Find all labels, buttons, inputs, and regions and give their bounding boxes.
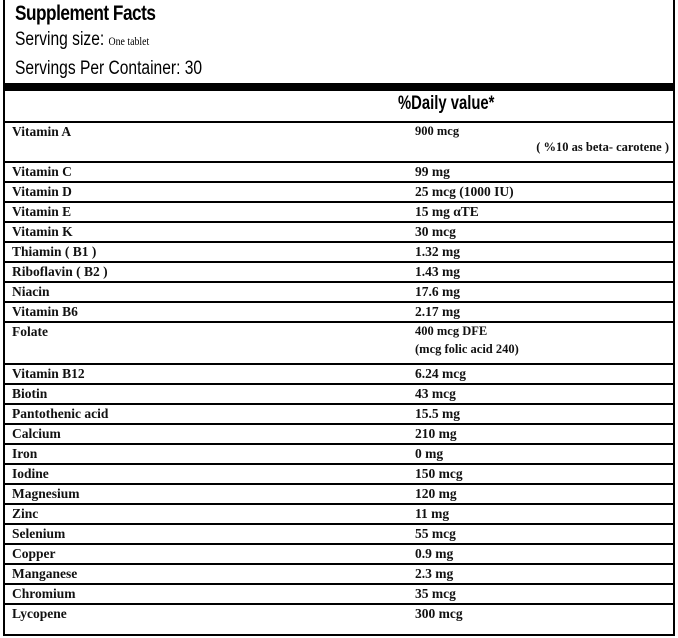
nutrient-row <box>5 261 673 281</box>
nutrient-name: Iodine <box>12 466 49 481</box>
nutrient-row <box>5 121 673 161</box>
nutrient-amount: 2.3 mg <box>415 566 454 581</box>
nutrient-row <box>5 443 673 463</box>
nutrient-row <box>5 603 673 625</box>
nutrient-amount: 15.5 mg <box>415 406 460 421</box>
nutrient-amount: 25 mcg (1000 IU) <box>415 184 514 199</box>
nutrient-row <box>5 201 673 221</box>
nutrient-amount-detail: (mcg folic acid 240) <box>415 342 519 356</box>
nutrient-name: Niacin <box>12 284 50 299</box>
nutrient-amount: 30 mcg <box>415 224 456 239</box>
nutrient-name: Zinc <box>12 506 39 521</box>
nutrient-row <box>5 241 673 261</box>
nutrient-amount: 210 mg <box>415 426 457 441</box>
nutrient-row <box>5 543 673 563</box>
serving-size-label: Serving size: <box>15 29 105 50</box>
nutrient-amount: 900 mcg <box>415 124 460 138</box>
nutrient-name: Lycopene <box>12 606 67 621</box>
nutrient-name: Vitamin B12 <box>12 366 85 381</box>
nutrient-name: Copper <box>12 546 56 561</box>
nutrient-name: Vitamin D <box>12 184 72 199</box>
nutrient-amount: 0 mg <box>415 446 444 461</box>
nutrient-amount: 2.17 mg <box>415 304 460 319</box>
nutrient-name: Magnesium <box>12 486 80 501</box>
nutrient-name: Vitamin B6 <box>12 304 78 319</box>
nutrient-amount: 43 mcg <box>415 386 456 401</box>
nutrient-row <box>5 423 673 443</box>
nutrient-name: Selenium <box>12 526 66 541</box>
nutrient-amount: 300 mcg <box>415 606 463 621</box>
nutrient-amount: 400 mcg DFE <box>415 324 488 338</box>
nutrient-row <box>5 503 673 523</box>
nutrient-row <box>5 181 673 201</box>
nutrient-name: Pantothenic acid <box>12 406 109 421</box>
serving-size-value: One tablet <box>108 34 150 48</box>
nutrient-row <box>5 281 673 301</box>
serving-size <box>15 29 149 51</box>
nutrient-row <box>5 523 673 543</box>
nutrient-row <box>5 301 673 321</box>
nutrient-name: Manganese <box>12 566 78 581</box>
nutrient-name: Vitamin E <box>12 204 72 219</box>
nutrient-table <box>5 121 673 625</box>
nutrient-row <box>5 221 673 241</box>
nutrient-name: Vitamin C <box>12 164 72 179</box>
thick-divider <box>5 83 673 91</box>
nutrient-amount: 6.24 mcg <box>415 366 466 381</box>
supplement-facts-panel <box>3 0 675 636</box>
nutrient-amount: 15 mg αTE <box>415 204 479 219</box>
nutrient-amount: 35 mcg <box>415 586 456 601</box>
panel-title: Supplement Facts <box>15 2 156 25</box>
nutrient-row <box>5 463 673 483</box>
nutrient-name: Calcium <box>12 426 61 441</box>
nutrient-name: Folate <box>12 324 48 339</box>
nutrient-amount: 150 mcg <box>415 466 463 481</box>
nutrient-name: Riboflavin ( B2 ) <box>12 264 108 279</box>
nutrient-row <box>5 483 673 503</box>
nutrient-name: Biotin <box>12 386 48 401</box>
nutrient-row <box>5 563 673 583</box>
nutrient-amount: 17.6 mg <box>415 284 460 299</box>
nutrient-note: ( %10 as beta- carotene ) <box>536 140 669 154</box>
nutrient-row <box>5 383 673 403</box>
nutrient-row <box>5 363 673 383</box>
nutrient-row <box>5 583 673 603</box>
servings-per-container: Servings Per Container: 30 <box>15 58 203 79</box>
nutrient-amount: 0.9 mg <box>415 546 454 561</box>
nutrient-name: Chromium <box>12 586 76 601</box>
nutrient-amount: 1.43 mg <box>415 264 460 279</box>
nutrient-amount: 99 mg <box>415 164 450 179</box>
nutrient-amount: 55 mcg <box>415 526 456 541</box>
nutrient-amount: 120 mg <box>415 486 457 501</box>
nutrient-row <box>5 161 673 181</box>
nutrient-amount: 1.32 mg <box>415 244 460 259</box>
nutrient-row <box>5 403 673 423</box>
nutrient-name: Iron <box>12 446 38 461</box>
nutrient-row <box>5 321 673 363</box>
nutrient-name: Thiamin ( B1 ) <box>12 244 97 259</box>
nutrient-name: Vitamin K <box>12 224 73 239</box>
daily-value-heading: %Daily value* <box>398 93 495 114</box>
nutrient-name: Vitamin A <box>12 124 72 139</box>
nutrient-amount: 11 mg <box>415 506 450 521</box>
